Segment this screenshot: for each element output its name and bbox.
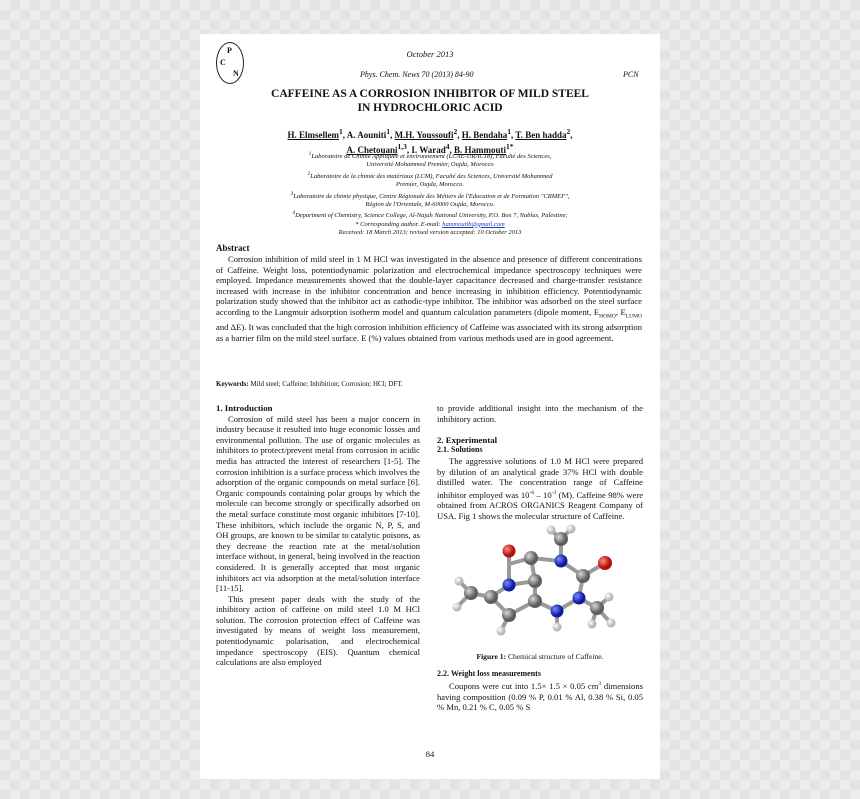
- affiliation-1: Laboratoire de Chimie Appliquée et environnement (LCAE-URAC18), Faculté des Sciences,: [311, 153, 552, 161]
- carbon-atom: [554, 532, 568, 546]
- title-line-1: CAFFEINE AS A CORROSION INHIBITOR OF MILD STEEL: [271, 88, 589, 100]
- subsection-heading-solutions: 2.1. Solutions: [437, 445, 483, 455]
- logo-letter-n: N: [233, 69, 239, 78]
- hydrogen-atom: [547, 526, 556, 535]
- right-column: [437, 403, 643, 713]
- author[interactable]: H. Bendaha: [461, 130, 508, 140]
- issue-date: October 2013: [406, 49, 454, 59]
- corresponding-email-link[interactable]: hammoutib@gmail.com: [442, 220, 505, 228]
- carbon-atom: [524, 551, 538, 565]
- paper-page: [200, 34, 660, 779]
- nitrogen-atom: [573, 592, 586, 605]
- affiliation-4: Department of Chemistry, Science College, Al-Najah National University, P.O. Box 7, Nablus, Palestine;: [295, 212, 568, 220]
- intro-paragraph-1: Corrosion of mild steel has been a major concern in industry because it resulted into huge economic losses and environmental pollution. The use of organic molecules as inhibitors to protect/prevent metal from corrosion in acidic media has attracted the interest of researchers [1-5]. The corrosion inhibition is a surface process which involves the adsorption of the organic compounds on metal surface [6]. Organic compounds containing polar groups by which the molecule can become strongly or specifically adsorbed on the metal surface constitute most organic inhibitors [7-10]. These inhibitors, which include the organic N, P, S, and OH groups, are known to be similar to catalytic poisons, as they decrease the reaction rate at the metal/solution interface without, in general, being involved in the reaction considered. It is generally accepted that most organic inhibitors act via adsorption at the metal/solution interface [11-15].: [216, 413, 420, 594]
- hydrogen-atom: [567, 525, 576, 534]
- author[interactable]: A. Chetouani: [346, 145, 398, 155]
- title-line-2: IN HYDROCHLORIC ACID: [357, 102, 503, 114]
- affiliations: $^1$Laboratoire de Chimie Appliquée et environnement (LCAE-URAC18), Faculté des Sciences, Université Mohammed Premier, Oujda, Morocco $^2$Laboratoire de la chimie des matériaux (LCM), Faculté des Sciences, Université Mohammed Premier, Oujda, Morocco. $^3$Laboratoire de chimie physique, Centre Régionale des Métiers de l'Education et de Formation "CRMEF", Région de l'Orientale, M-60000 Oujda, Morocco. $^4$Department of Chemistry, Science College, Al-Najah National University, P.O. Box 7, Nablus, Palestine; * Corresponding author. E-mail: hammoutib@gmail.com Received: 18 March 2013; revised version accepted: 10 October 2013: [220, 150, 640, 237]
- logo-letter-c: C: [220, 58, 226, 67]
- intro-paragraph-2: This present paper deals with the study of the inhibitory action of caffeine on mild steel 1.0 M HCl solution. The corrosion protection effect of Caffeine was investigated by means of weight loss measurement, potentiodynamic polarisation, and electrochemical impedance spectroscopy (EIS). Quantum chemical calculations are also employed: [216, 593, 420, 668]
- affiliation-3: Laboratoire de chimie physique, Centre Régionale des Métiers de l'Education et de Formation "CRMEF",: [293, 192, 570, 200]
- hydrogen-atom: [497, 627, 506, 636]
- oxygen-atom: [503, 545, 516, 558]
- nitrogen-atom: [555, 555, 568, 568]
- author[interactable]: B. Hammouti: [453, 145, 506, 155]
- received-dates: Received: 18 March 2013; revised version accepted: 10 October 2013: [338, 229, 522, 236]
- section-heading-introduction: 1. Introduction: [216, 403, 273, 413]
- caffeine-molecule-figure: [437, 523, 635, 647]
- carbon-atom: [576, 569, 590, 583]
- logo-letter-p: P: [227, 46, 232, 55]
- affiliation-2-cont: Premier, Oujda, Morocco.: [396, 181, 464, 189]
- atoms: [453, 525, 616, 636]
- weight-loss-paragraph: Coupons were cut into 1.5× 1.5 × 0.05 $cm^3$ dimensions having composition (0.09 % P, 0.01 % Al, 0.38 % Si, 0.05 % Mn, 0.21 % C, 0.05 % S: [437, 681, 643, 713]
- nitrogen-atom: [551, 605, 564, 618]
- affiliation-1-cont: Université Mohammed Premier, Oujda, Morocco: [366, 161, 494, 169]
- author-list: H. Elmsellem$^1$, A. Aouniti$^1$, M.H. Youssoufi$^2$, H. Bendaha$^1$, T. Ben hadda$^2$, A. Chetouani$^{1,3}$, I. Warad$^4$, B. Hammouti$^{1*}$: [287, 127, 573, 155]
- carbon-atom: [528, 574, 542, 588]
- journal-abbrev: PCN: [623, 70, 639, 79]
- carbon-atom: [528, 594, 542, 608]
- carbon-atom: [464, 586, 478, 600]
- affiliation-2: Laboratoire de la chimie des matériaux (LCM), Faculté des Sciences, Université Mohammed: [310, 172, 553, 180]
- paper-title: [230, 87, 630, 115]
- subsection-heading-weight-loss: 2.2. Weight loss measurements: [437, 668, 541, 678]
- hydrogen-atom: [453, 603, 462, 612]
- keywords: Keywords: Mild steel; Caffeine; Inhibition; Corrosion; HCl; DFT.: [216, 380, 403, 388]
- journal-citation: Phys. Chem. News 70 (2013) 84-90: [360, 70, 474, 79]
- intro-paragraph-3: to provide additional insight into the mechanism of the inhibitory action.: [437, 403, 643, 424]
- oxygen-atom: [598, 556, 612, 570]
- page-number: 84: [425, 749, 435, 759]
- abstract-text: Corrosion inhibition of mild steel in 1 M HCl was investigated in the absence and presence of different concentrations of Caffeine. Weight loss, potentiodynamic polarization and electrochemical impedance spectroscopy techniques were employed. Impedance measurements showed that the double-layer capacitance decreased and charge-transfer resistance increased with increase in the inhibitor concentration and hence increasing in inhibition efficiency. Potentiodynamic polarization study showed that the inhibitor act as cathodic-type inhibitor. The inhibitor was adsorbed on the steel surface according to the Langmuir adsorption isotherm model and quantum calculation parameters (dipole moment, $E_{HOMO}$, $E_{LUMO}$ and ΔE). It was concluded that the high corrosion inhibition efficiency of Caffeine was associated with its strong adsorption as a barrier film on the mild steel surface. E (%) values obtained from various methods used are in good agreement.: [216, 254, 643, 343]
- carbon-atom: [484, 590, 498, 604]
- carbon-atom: [590, 601, 604, 615]
- abstract-heading: Abstract: [216, 243, 250, 253]
- figure-1-caption: Figure 1: Chemical structure of Caffeine.: [476, 651, 604, 661]
- hydrogen-atom: [553, 623, 562, 632]
- left-column: [216, 403, 420, 668]
- author[interactable]: M.H. Youssoufi: [394, 130, 454, 140]
- hydrogen-atom: [607, 619, 616, 628]
- author: I. Warad: [411, 145, 446, 155]
- carbon-atom: [502, 608, 516, 622]
- hydrogen-atom: [455, 577, 464, 586]
- author[interactable]: T. Ben hadda: [515, 130, 567, 140]
- author[interactable]: H. Elmsellem: [287, 130, 340, 140]
- affiliation-3-cont: Région de l'Orientale, M-60000 Oujda, Morocco.: [365, 200, 495, 208]
- nitrogen-atom: [503, 579, 516, 592]
- corresponding-label: * Corresponding author. E-mail:: [355, 220, 443, 228]
- author: A. Aouniti: [346, 130, 387, 140]
- section-heading-experimental: 2. Experimental: [437, 434, 498, 445]
- hydrogen-atom: [605, 593, 614, 602]
- hydrogen-atom: [588, 620, 597, 629]
- solutions-paragraph: The aggressive solutions of 1.0 M HCl were prepared by dilution of an analytical grade 37% HCl with double distilled water. The concentration range of Caffeine inhibitor employed was $10^{-6} - 10^{-3}$ (M). Caffeine 98% were obtained from ACROS ORGANICS Reagent Company of USA. Fig 1 shows the molecular structure of Caffeine.: [437, 455, 644, 521]
